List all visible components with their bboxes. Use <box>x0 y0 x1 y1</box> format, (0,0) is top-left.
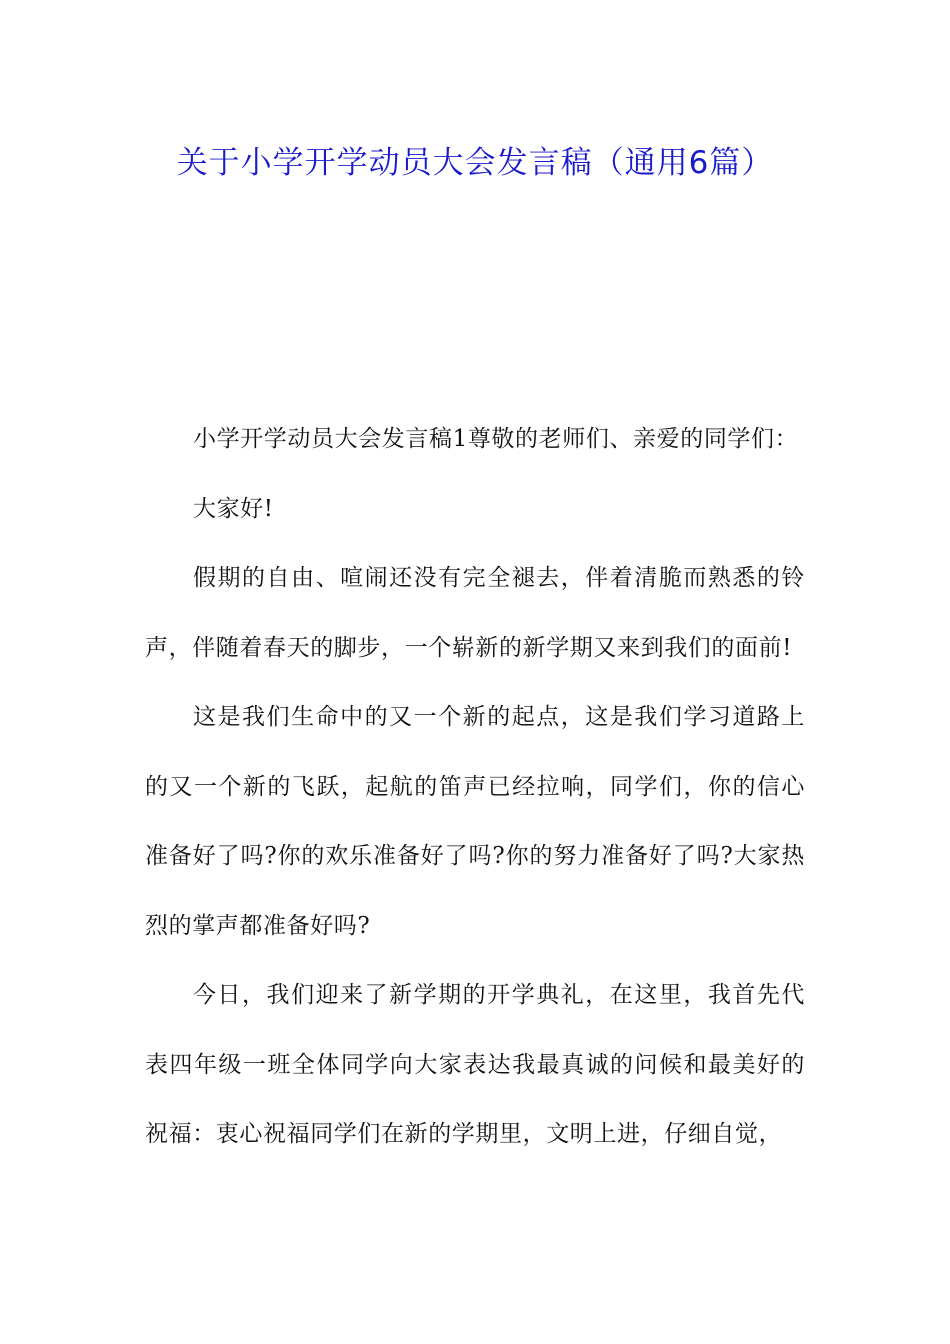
document-body <box>145 405 805 1170</box>
paragraph-holiday: 假期的自由、喧闹还没有完全褪去，伴着清脆而熟悉的铃声，伴随着春天的脚步，一个崭新的新学期又来到我们的面前! <box>145 565 805 661</box>
paragraph-greeting-heading: 小学开学动员大会发言稿1尊敬的老师们、亲爱的同学们： <box>193 426 799 452</box>
paragraph-new-start: 这是我们生命中的又一个新的起点，这是我们学习道路上的又一个新的飞跃，起航的笛声已经拉响，同学们，你的信心准备好了吗?你的欢乐准备好了吗?你的努力准备好了吗?大家热烈的掌声都准备好吗? <box>145 704 805 939</box>
paragraph-ceremony: 今日，我们迎来了新学期的开学典礼，在这里，我首先代表四年级一班全体同学向大家表达我最真诚的问候和最美好的祝福：衷心祝福同学们在新的学期里，文明上进，仔细自觉， <box>145 982 805 1147</box>
paragraph-hello: 大家好! <box>193 495 274 522</box>
document-title: 关于小学开学动员大会发言稿（通用6篇） <box>176 145 774 181</box>
